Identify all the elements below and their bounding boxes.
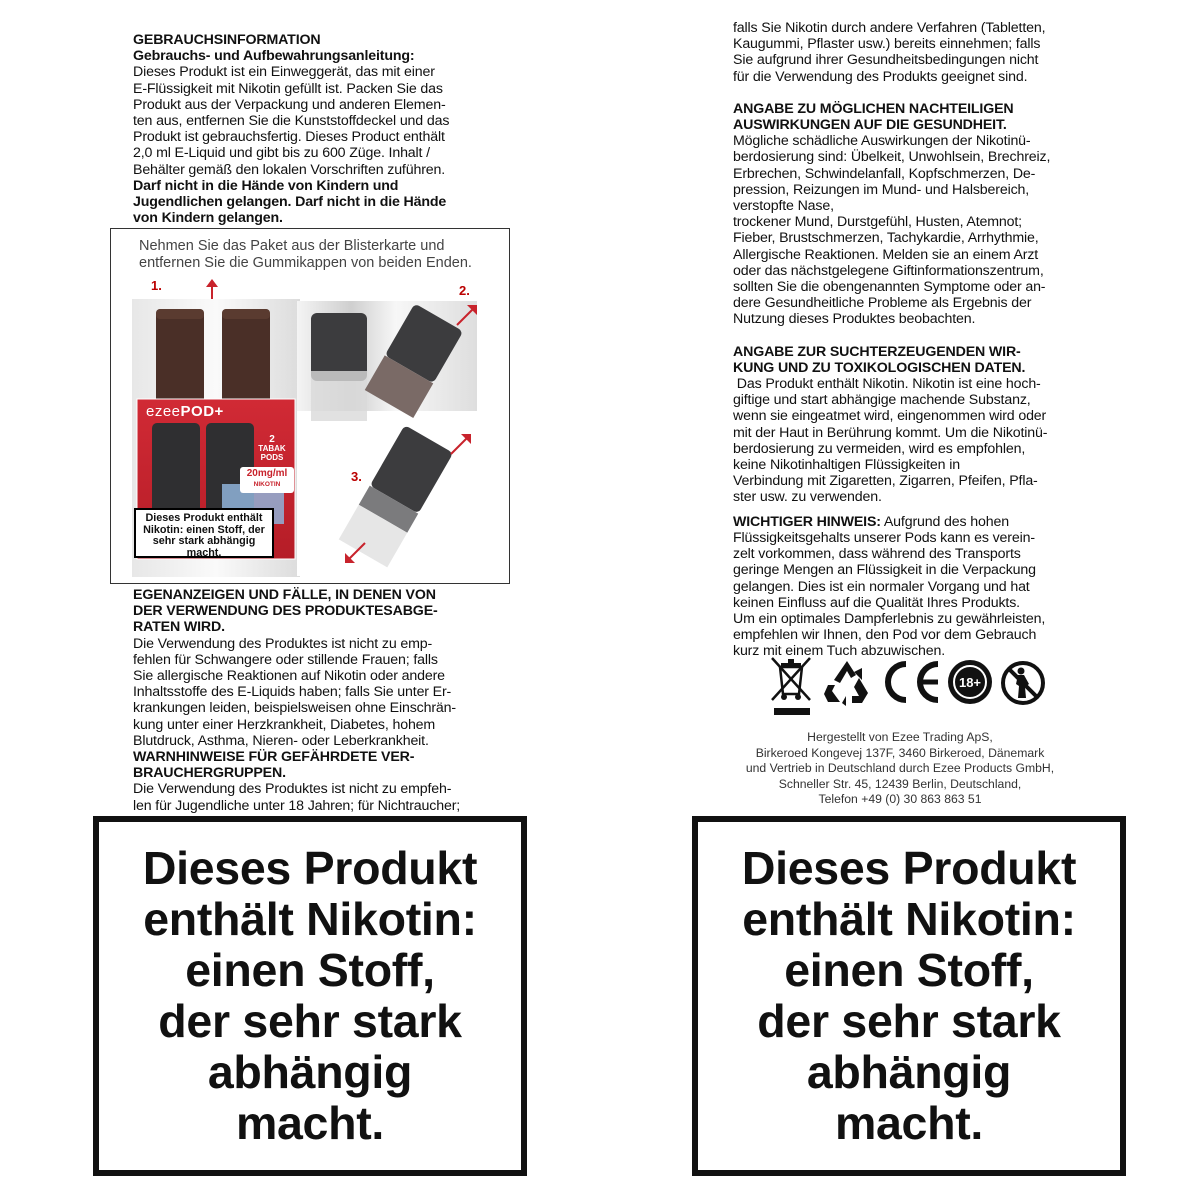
warning-line: abhängig [806,1046,1012,1098]
pack-count: 2 [269,434,275,445]
text-line: falls Sie Nikotin durch andere Verfahren (Tabletten, [733,20,1046,36]
strength-value: 20mg/ml [246,468,288,479]
manufacturer-line: und Vertrieb in Deutschland durch Ezee Products GmbH, [745,761,1055,776]
text-line: zelt vorkommen, dass während des Transports [733,546,1021,563]
text-line: Sie aufgrund ihrer Gesundheitsbedingungen nicht [733,52,1039,69]
text-line: wenn sie eingeatmet wird, eingenommen wird oder [733,408,1047,425]
text-line: Fieber, Brustschmerzen, Tachykardie, Arrhythmie, [733,230,1039,247]
side-effects-text [733,133,1089,327]
small-nicotine-warning [134,508,274,558]
small-warning-line: sehr stark abhängig [152,535,256,547]
right-column [733,20,1089,660]
heading-line: AUSWIRKUNGEN AUF DIE GESUNDHEIT. [733,117,1007,134]
text-line: Verbindung mit Zigaretten, Zigarren, Pfeifen, Pfla- [733,473,1038,490]
warning-line: macht. [235,1097,385,1149]
text-line: kung unter einer Herzkrankheit, Diabetes, hohem [133,716,436,733]
heading-anleitung: Gebrauchs- und Aufbewahrungsanleitung: [133,48,415,65]
step-1-label: 1. [151,278,162,293]
small-warning-line: macht. [186,546,222,559]
text-line: Mögliche schädliche Auswirkungen der Nikotinü- [733,133,1031,150]
continued-text [733,20,1089,85]
instruction-text [139,238,472,271]
contraindication-text [133,636,489,749]
text-line: Um ein optimales Dampferlebnis zu gewährleisten, [733,610,1046,627]
text-line: keine Nikotinhaltigen Flüssigkeiten in [733,457,960,474]
step-3-label: 3. [351,469,362,484]
recycle-icon [822,658,872,706]
warning-line: einen Stoff, [784,944,1034,996]
child-warning [133,178,489,227]
heading-line: DER VERWENDUNG DES PRODUKTESABGE- [133,603,438,620]
text-line: Erbrechen, Schwindelanfall, Kopfschmerzen, De- [733,165,1036,182]
text-line: Die Verwendung des Produktes ist nicht zu emp- [133,635,433,652]
text-line: mit der Haut in Berührung kommt. Um die Nikotinü- [733,424,1048,441]
notice-first-line: Aufgrund des hohen [880,513,1009,530]
strength-badge [240,468,294,490]
text-line: geringe Mengen an Flüssigkeit in die Verpackung [733,562,1036,579]
brand-name-bold: POD+ [180,403,224,420]
usage-line: E-Flüssigkeit mit Nikotin gefüllt ist. Packen Sie das [133,80,443,97]
diagonal-arrow-up-icon-2 [449,432,473,456]
text-line: Das Produkt enthält Nikotin. Nikotin ist eine hoch- [733,376,1041,393]
instruction-line: entfernen Sie die Gummikappen von beiden Enden. [139,254,472,271]
text-line: Blutdruck, Asthma, Nieren- oder Leberkrankheit. [133,732,429,749]
text-line: berdosierung zu vermeiden, wird es empfohlen, [733,440,1026,457]
usage-line: Produkt aus der Verpackung und anderen Elemen- [133,96,446,113]
text-line: giftige und start abhängige machende Substanz, [733,392,1031,409]
text-line: verstopfte Nase, [733,198,834,215]
warning-line: Dieses Produkt [741,842,1077,894]
manufacturer-info [700,730,1100,808]
notice-label: WICHTIGER HINWEIS: [733,513,881,530]
pack-flavor: TABAK [258,444,286,453]
text-line: sollten Sie die obengenannten Symptome oder an- [733,279,1046,296]
child-warning-line: Darf nicht in die Hände von Kindern und [133,177,399,194]
addiction-heading [733,344,1089,376]
pack-pods: PODS [260,453,284,462]
manufacturer-line: Hergestellt von Ezee Trading ApS, [807,730,993,744]
warning-line: macht. [834,1097,984,1149]
weee-bin-icon [768,654,816,718]
left-column [133,32,489,226]
manufacturer-line: Schneller Str. 45, 12439 Berlin, Deutschland, [778,776,1022,791]
risk-group-heading [133,749,489,781]
age-label: 18+ [953,665,987,699]
small-warning-line: Dieses Produkt enthält [145,512,263,524]
text-line: Nutzung dieses Produktes beobachten. [733,311,976,328]
text-line: ster usw. zu verwenden. [733,489,882,506]
addiction-text [733,376,1089,506]
heading-line: RATEN WIRD. [133,619,225,636]
text-line: kurz mit einem Tuch abzuwischen. [733,643,946,660]
text-line: Sie allergische Reaktionen auf Nikotin oder andere [133,668,445,685]
important-notice [733,514,1089,660]
ce-mark-icon [878,660,942,704]
usage-line: 2,0 ml E-Liquid und gibt bis zu 600 Züge. Inhalt / [133,145,430,162]
warning-line: einen Stoff, [185,944,435,996]
diagonal-arrow-up-icon [455,303,479,327]
text-line: krankungen leiden, beispielsweisen ohne Einschrän- [133,700,456,717]
heading-gebrauchsinformation: GEBRAUCHSINFORMATION [133,32,321,48]
usage-line: Dieses Produkt ist ein Einweggerät, das mit einer [133,64,435,81]
text-line: pression, Reizungen im Mund- und Halsbereich, [733,181,1030,198]
text-line: len für Jugendliche unter 18 Jahren; für Nichtraucher; [133,797,461,814]
risk-group-text [133,781,489,813]
text-line: oder das nächstgelegene Giftinformationszentrum, [733,262,1044,279]
usage-line: Produkt ist gebrauchsfertig. Dieses Product enthält [133,129,445,146]
text-line: empfehlen wir Ihnen, den Pod vor dem Gebrauch [733,627,1037,644]
warning-line: abhängig [207,1046,413,1098]
text-line: dere Gesundheitliche Probleme als Ergebnis der [733,295,1032,312]
text-line: Allergische Reaktionen. Melden sie an einem Arzt [733,246,1039,263]
text-line: berdosierung sind: Übelkeit, Unwohlsein, Brechreiz, [733,149,1051,166]
nicotine-warning-box-right [692,816,1126,1176]
symbol-row [768,654,1058,714]
text-line: für die Verwendung des Produkts geeignet sind. [733,68,1028,85]
heading-line: KUNG UND ZU TOXIKOLOGISCHEN DATEN. [733,359,1026,376]
warning-line: Dieses Produkt [142,842,478,894]
warning-line: enthält Nikotin: [742,893,1076,945]
text-line: Die Verwendung des Produktes ist nicht zu empfeh- [133,781,452,798]
left-column-lower [133,587,489,814]
usage-line: ten aus, entfernen Sie die Kunststoffdeckel und das [133,113,450,130]
up-arrow-icon [204,279,220,301]
small-warning-line: Nikotin: einen Stoff, der [143,523,265,536]
text-line: Inhaltsstoffe des E-Liquids haben; falls Sie unter Er- [133,684,452,701]
manufacturer-line: Birkeroed Kongevej 137F, 3460 Birkeroed, Dänemark [755,745,1045,760]
instruction-line: Nehmen Sie das Paket aus der Blisterkarte und [139,238,445,254]
warning-line: der sehr stark [757,995,1061,1047]
strength-label: NIKOTIN [253,481,281,488]
heading-line: ANGABE ZU MÖGLICHEN NACHTEILIGEN [733,100,1014,117]
text-line: Flüssigkeitsgehalts unserer Pods kann es verein- [733,529,1035,546]
contraindication-heading [133,587,489,636]
nicotine-warning-box-left [93,816,527,1176]
usage-line: Behälter gemäß den lokalen Vorschriften zuführen. [133,161,446,178]
text-line: Kaugummi, Pflaster usw.) bereits einnehmen; falls [733,36,1041,53]
text-line: trockener Mund, Durstgefühl, Husten, Atemnot; [733,214,1022,231]
warning-line: der sehr stark [158,995,462,1047]
manufacturer-line: Telefon +49 (0) 30 863 863 51 [818,792,982,807]
heading-line: EGENANZEIGEN UND FÄLLE, IN DENEN VON [133,587,436,603]
age-18-plus-icon [948,660,992,704]
no-pregnant-icon [1000,660,1046,706]
text-line: fehlen für Schwangere oder stillende Frauen; falls [133,651,438,668]
diagonal-arrow-down-icon [343,541,367,565]
side-effects-heading [733,101,1089,133]
usage-text [133,64,489,177]
heading-line: BRAUCHERGRUPPEN. [133,765,286,782]
heading-line: WARNHINWEISE FÜR GEFÄHRDETE VER- [133,749,415,766]
heading-line: ANGABE ZUR SUCHTERZEUGENDEN WIR- [733,343,1021,360]
warning-line: enthält Nikotin: [143,893,477,945]
pack-info [254,435,290,462]
text-line: keinen Einfluss auf die Qualität Ihres Produkts. [733,594,1020,611]
text-line: gelangen. Dies ist ein normaler Vorgang und hat [733,578,1030,595]
brand-logo [146,403,224,420]
brand-name: ezee [146,403,181,420]
child-warning-line: Jugendlichen gelangen. Darf nicht in die Hände [133,194,447,211]
child-warning-line: von Kindern gelangen. [133,210,283,227]
step-2-label: 2. [459,283,470,298]
